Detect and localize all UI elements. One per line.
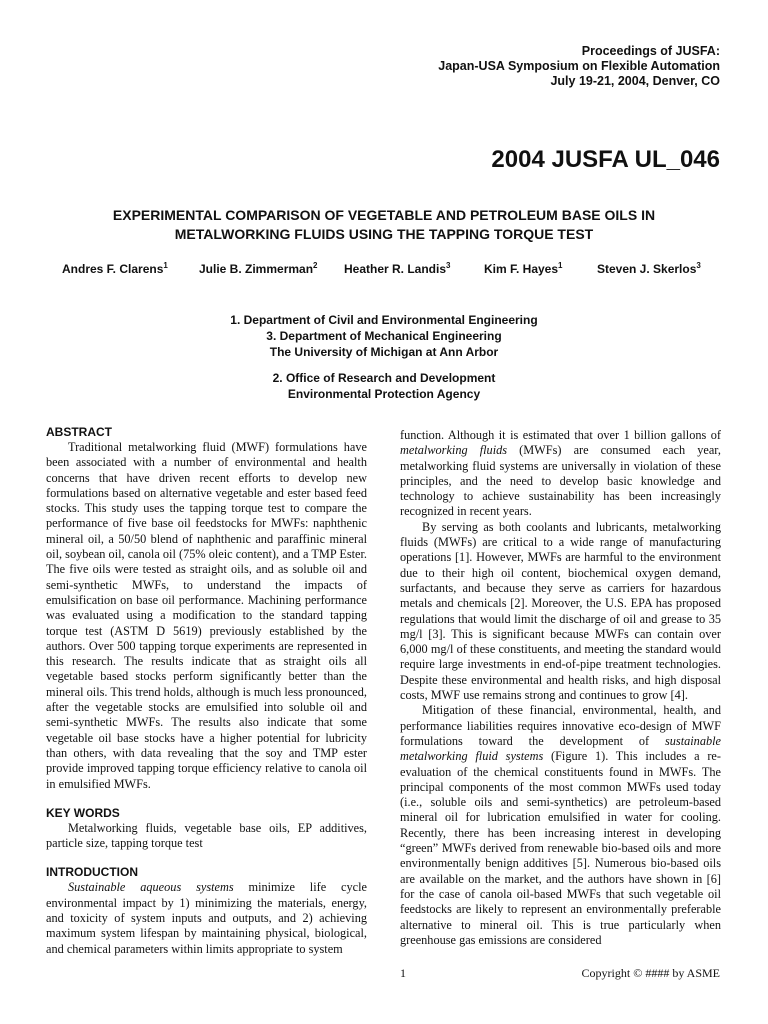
- introduction-heading: INTRODUCTION: [46, 865, 138, 880]
- author-affiliation-mark: 2: [313, 261, 318, 270]
- affiliations-university: [0, 312, 768, 360]
- proceedings-line: Japan-USA Symposium on Flexible Automation: [438, 59, 720, 73]
- affiliation-line: 2. Office of Research and Development: [272, 371, 496, 385]
- author-name: Steven J. Skerlos: [597, 262, 697, 276]
- copyright-notice: Copyright © #### by ASME: [581, 966, 720, 980]
- right-column: [400, 428, 721, 948]
- proceedings-header: [438, 44, 720, 89]
- keywords-heading: KEY WORDS: [46, 805, 120, 820]
- affiliation-line: 1. Department of Civil and Environmental Engineering: [230, 313, 538, 327]
- introduction-paragraph: [46, 880, 367, 956]
- author-list: [0, 262, 768, 282]
- author-affiliation-mark: 1: [163, 261, 168, 270]
- author-name: Heather R. Landis: [344, 262, 447, 276]
- body-text: Mitigation of these financial, environmental, health, and performance liabilities requires innovative eco-design of MWF formulations toward the development of: [400, 703, 721, 748]
- author-name: Andres F. Clarens: [62, 262, 164, 276]
- body-paragraph: [400, 428, 721, 520]
- affiliation-line: Environmental Protection Agency: [287, 387, 481, 401]
- abstract-heading: ABSTRACT: [46, 425, 112, 439]
- body-text: function. Although it is estimated that over 1 billion gallons of: [400, 428, 721, 442]
- paper-title: [0, 206, 768, 244]
- keywords-text: Metalworking fluids, vegetable base oils, EP additives, particle size, tapping torque test: [46, 820, 367, 851]
- author-name: Kim F. Hayes: [484, 262, 559, 276]
- emphasis-text: metalworking fluids: [400, 443, 508, 458]
- body-paragraph: By serving as both coolants and lubricants, metalworking fluids (MWFs) are critical to a wide range of manufacturing operations [1]. However, MWFs are harmful to the environment due to their high oil content, biochemical oxygen demand, surfactants, and because they serve as carriers for hazardous metals and chemicals [2]. Moreover, the U.S. EPA has proposed regulations that would limit the discharge of oil and grease to 35 mg/l [3]. This is significant because MWFs can contain over 6,000 mg/l of these constituents, and meeting the standard would require large investments in end-of-pipe treatment technologies. Despite these environmental and health risks, and high disposal costs, MWF use remains strong and continues to grow [4].: [400, 519, 721, 703]
- author: [597, 262, 701, 276]
- emphasis-text: sustainable metalworking fluid systems: [400, 733, 721, 764]
- author: [484, 262, 563, 276]
- left-column: [46, 425, 367, 957]
- proceedings-line: July 19-21, 2004, Denver, CO: [550, 74, 720, 88]
- paper-id: 2004 JUSFA UL_046: [491, 146, 720, 173]
- body-paragraph: [400, 703, 721, 948]
- affiliations-epa: [0, 370, 768, 402]
- author-name: Julie B. Zimmerman: [199, 262, 314, 276]
- author-affiliation-mark: 3: [696, 261, 701, 270]
- title-line: METALWORKING FLUIDS USING THE TAPPING TORQUE TEST: [174, 226, 594, 242]
- author-affiliation-mark: 1: [558, 261, 563, 270]
- proceedings-line: Proceedings of JUSFA:: [581, 44, 720, 58]
- affiliation-line: The University of Michigan at Ann Arbor: [269, 345, 499, 359]
- body-text: minimize life cycle environmental impact by 1) minimizing the materials, energy, and toxicity of system inputs and outputs, and 2) achieving maximum system lifespan by maintaining physical, biological, and chemical parameters within limits appropriate to system: [46, 880, 367, 956]
- author: [62, 262, 168, 276]
- author: [199, 262, 318, 276]
- page-number: 1: [400, 966, 406, 980]
- emphasis-text: Sustainable aqueous systems: [68, 880, 234, 895]
- body-text: (Figure 1). This includes a re-evaluation of the chemical constituents found in MWFs. The principal components of the most common MWFs used today (i.e., soluble oils and semi-synthetics) are petroleum-based mineral oil for lubrication emulsified in water for cooling. Recently, there has been increasing interest in developing “green” MWFs derived from renewable bio-based oils and more environmentally benign additives [5]. Numerous bio-based oils are available on the market, and the authors have shown in [6] for the case of canola oil-based MWFs that such vegetable oil feedstocks are likely to represent an environmentally preferable alternative to mineral oil. This is true particularly when greenhouse gas emissions are considered: [400, 749, 721, 947]
- author-affiliation-mark: 3: [446, 261, 451, 270]
- author: [344, 262, 450, 276]
- abstract-text: Traditional metalworking fluid (MWF) formulations have been associated with a number of environmental and health concerns that have driven recent efforts to develop new formulations based on alternative vegetable and ester based feed stocks. This study uses the tapping torque test to compare the performance of five base oil feedstocks for MWFs: naphthenic mineral oil, a 50/50 blend of naphthenic and paraffinic mineral oil, soybean oil, canola oil (75% oleic content), and a TMP Ester. The five oils were tested as straight oils, and as soluble oil and semi-synthetic MWFs, to understand the impacts of emulsification on base oil performance. Machining performance was evaluated using a modification to the standard tapping torque test (ASTM D 5619) previously established by the authors. Over 500 tapping torque experiments are represented in this research. The results indicate that as straight oils all vegetable based stocks perform significantly better than the mineral oils. This trend holds, although is much less pronounced, after the vegetable stocks are emulsified into soluble oil and semi-synthetic MWFs. The results also indicate that some vegetable oil base stocks have a higher potential for lubricity than others, with data revealing that the soy and TMP ester provide improved tapping torque efficiency relative to canola oil in emulsified MWFs.: [46, 440, 367, 791]
- body-text: (MWFs) are consumed each year, metalworking fluid systems are universally in violation of these principles, and the need to develop basic knowledge and technology to achieve sustainability has been increasingly recognized in recent years.: [400, 443, 721, 519]
- affiliation-line: 3. Department of Mechanical Engineering: [266, 329, 502, 343]
- title-line: EXPERIMENTAL COMPARISON OF VEGETABLE AND PETROLEUM BASE OILS IN: [112, 207, 656, 223]
